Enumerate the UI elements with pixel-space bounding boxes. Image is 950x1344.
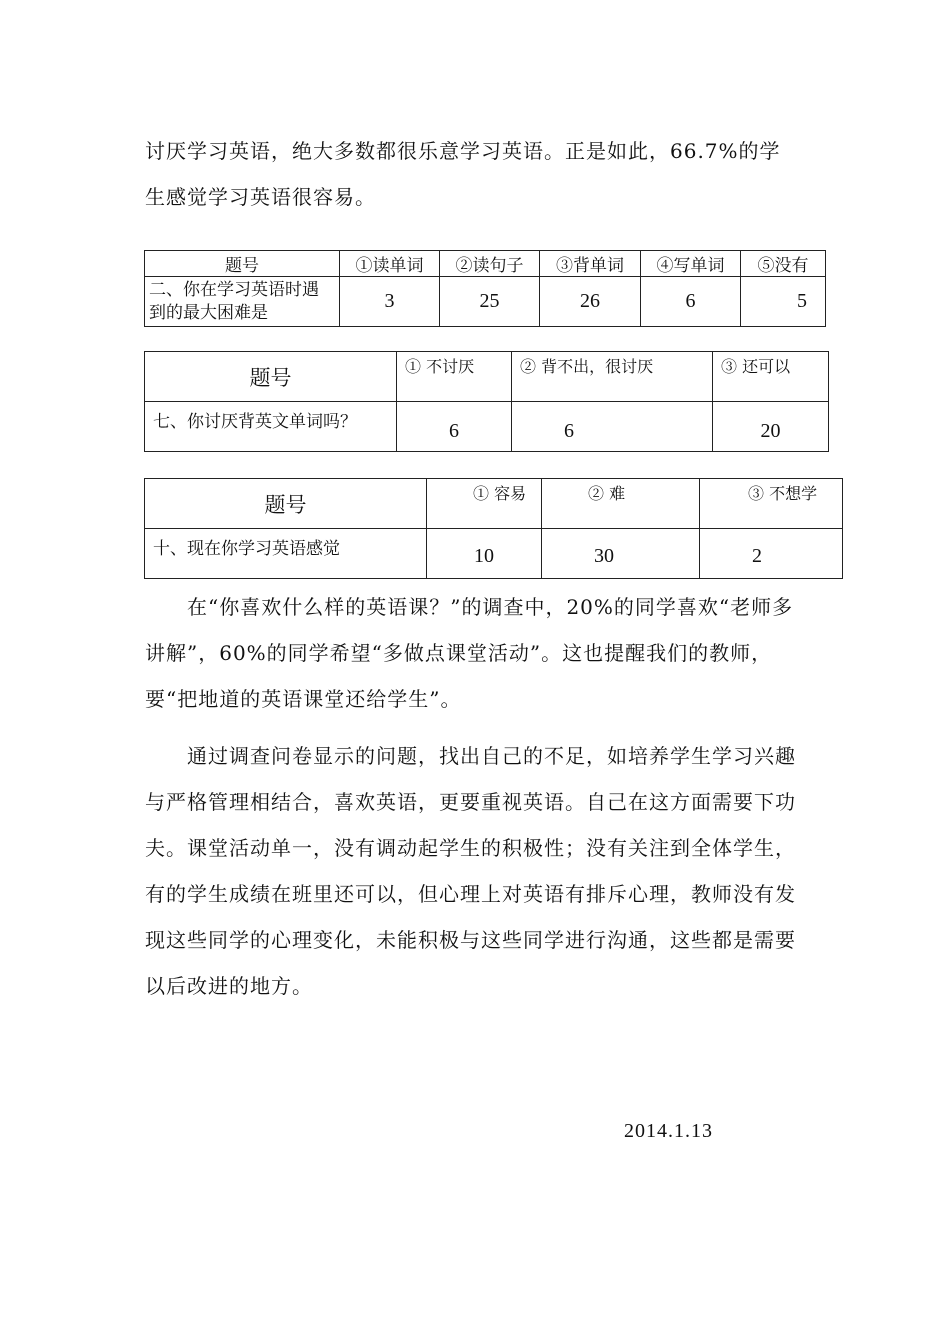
- header-cell: ① 容易: [427, 479, 542, 529]
- table-row: [145, 529, 843, 579]
- survey-table-difficulty: [144, 250, 826, 327]
- table-header-row: [145, 251, 826, 277]
- header-cell: 题号: [145, 352, 397, 402]
- header-cell: ②读句子: [440, 251, 540, 277]
- value-cell: 3: [340, 277, 440, 327]
- header-cell: 题号: [145, 251, 340, 277]
- question-cell: 十、现在你学习英语感觉: [145, 529, 427, 579]
- header-cell: ①读单词: [340, 251, 440, 277]
- table-header-row: [145, 352, 829, 402]
- value-cell: 20: [713, 402, 829, 452]
- survey-table-dislike-words: [144, 351, 829, 452]
- value-cell: 25: [440, 277, 540, 327]
- header-cell: 题号: [145, 479, 427, 529]
- header-cell: ③背单词: [540, 251, 641, 277]
- value-cell: 30: [542, 529, 700, 579]
- value-cell: 26: [540, 277, 641, 327]
- body-paragraph-2: 通过调查问卷显示的问题，找出自己的不足，如培养学生学习兴趣与严格管理相结合，喜欢英语，更要重视英语。自己在这方面需要下功夫。课堂活动单一，没有调动起学生的积极性；没有关注到全体学生，有的学生成绩在班里还可以，但心理上对英语有排斥心理，教师没有发现这些同学的心理变化，未能积极与这些同学进行沟通，这些都是需要以后改进的地方。: [145, 744, 796, 998]
- table-row: [145, 402, 829, 452]
- header-cell: ② 背不出，很讨厌: [512, 352, 713, 402]
- value-cell: 6: [397, 402, 512, 452]
- table-header-row: [145, 479, 843, 529]
- question-cell: 二、你在学习英语时遇到的最大困难是: [145, 277, 340, 327]
- header-cell: ③ 还可以: [713, 352, 829, 402]
- intro-line-1: 讨厌学习英语，绝大多数都很乐意学习英语。正是如此，66.7%的学: [145, 139, 781, 163]
- header-cell: ⑤没有: [741, 251, 826, 277]
- header-cell: ③ 不想学: [700, 479, 843, 529]
- question-cell: 七、你讨厌背英文单词吗？: [145, 402, 397, 452]
- header-cell: ④写单词: [641, 251, 741, 277]
- value-cell: 5: [741, 277, 826, 327]
- value-cell: 10: [427, 529, 542, 579]
- survey-table-feeling: [144, 478, 843, 579]
- value-cell: 6: [512, 402, 713, 452]
- intro-line-2: 生感觉学习英语很容易。: [145, 185, 376, 209]
- header-cell: ① 不讨厌: [397, 352, 512, 402]
- header-cell: ② 难: [542, 479, 700, 529]
- value-cell: 2: [700, 529, 843, 579]
- body-paragraph-1: 在“你喜欢什么样的英语课？”的调查中，20%的同学喜欢“老师多讲解”，60%的同学希望“多做点课堂活动”。这也提醒我们的教师，要“把地道的英语课堂还给学生”。: [145, 595, 794, 711]
- document-date: 2014.1.13: [624, 1120, 713, 1142]
- intro-paragraph: [145, 128, 810, 220]
- table-row: [145, 277, 826, 327]
- value-cell: 6: [641, 277, 741, 327]
